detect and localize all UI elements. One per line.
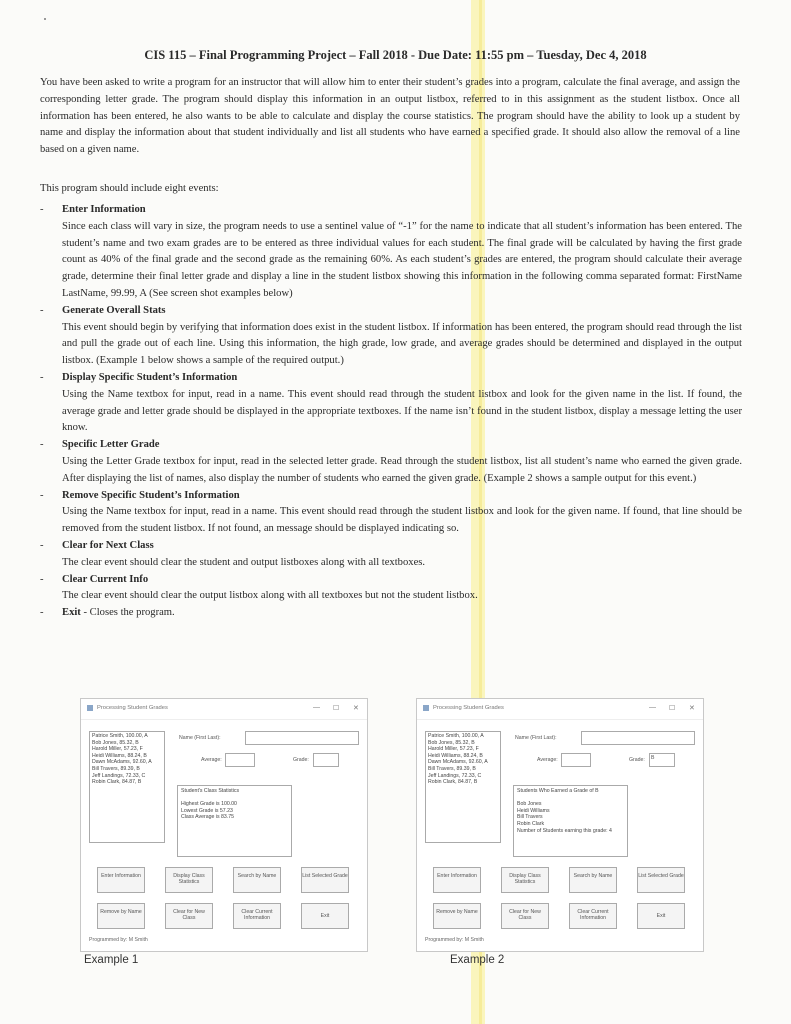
document-title: CIS 115 – Final Programming Project – Fall 2018 - Due Date: 11:55 pm – Tuesday, Dec 4, 2018 bbox=[144, 48, 647, 62]
clear-current-button[interactable]: Clear Current Information bbox=[233, 903, 281, 929]
clear-new-class-button[interactable]: Clear for New Class bbox=[501, 903, 549, 929]
average-label: Average: bbox=[537, 757, 558, 763]
list-item[interactable]: Heidi Williams, 88.24, B bbox=[428, 752, 483, 759]
maximize-icon[interactable]: ☐ bbox=[669, 705, 676, 712]
list-item[interactable]: Patrice Smith, 100.00, A bbox=[428, 733, 484, 739]
list-selected-grade-button[interactable]: List Selected Grade bbox=[637, 867, 685, 893]
student-listbox[interactable] bbox=[425, 731, 501, 843]
events-intro: This program should include eight events: bbox=[40, 183, 219, 194]
output-listbox[interactable] bbox=[513, 785, 628, 857]
list-item[interactable]: Bob Jones, 85.32, B bbox=[428, 739, 475, 746]
event-heading: Clear Current Info bbox=[62, 573, 149, 585]
list-item[interactable]: Bill Travers, 89.39, B bbox=[92, 765, 140, 772]
example1-window bbox=[80, 698, 368, 952]
event-description: Since each class will vary in size, the program needs to use a sentinel value of “-1” for the name to indicate that all student’s information has been entered. The student’s name and two exam grades are to be entered as three individual values for each student. The final grade will be calculated by having the first grade count as 40% of the final grade and the second grade as the remaining 60%. As each student’s grades are entered, the program should calculate their average grade, determine their final letter grade and display a line in the student listbox showing this information in the following comma separated format: FirstName LastName, 99.99, A (See screen shot examples below) bbox=[62, 220, 742, 299]
footer-credit: Programmed by: M Smith bbox=[89, 937, 148, 943]
event-item: - Enter Information Since each class will vary in size, the program needs to use a sentinel value of “-1” for the name to indicate that all student’s information has been entered. The student’s name and two exam grades are to be entered as three individual values for each student. The final grade will be calculated by having the first grade count as 40% of the final grade and the second grade as the remaining 60%. As each student’s grades are entered, the program should calculate their average grade, determine their final letter grade and display a line in the student listbox showing this information in the following comma separated format: FirstName LastName, 99.99, A (See screen shot examples below) bbox=[40, 202, 742, 303]
window-titlebar bbox=[81, 699, 367, 720]
display-statistics-button[interactable]: Display Class Statistics bbox=[501, 867, 549, 893]
event-item-exit: - Exit - Closes the program. bbox=[40, 607, 175, 619]
grade-label: Grade: bbox=[629, 757, 645, 763]
exit-button[interactable]: Exit bbox=[637, 903, 685, 929]
close-icon[interactable]: ✕ bbox=[353, 705, 359, 712]
event-heading: Generate Overall Stats bbox=[62, 304, 166, 316]
output-line: Heidi Williams bbox=[517, 807, 550, 814]
output-line: Highest Grade is 100.00 bbox=[181, 801, 237, 808]
events-list bbox=[40, 202, 742, 622]
average-input[interactable] bbox=[561, 753, 591, 767]
list-item[interactable]: Jeff Landings, 72.33, C bbox=[428, 772, 482, 779]
name-input[interactable] bbox=[581, 731, 695, 745]
list-selected-grade-button[interactable]: List Selected Grade bbox=[301, 867, 349, 893]
output-line: Bill Travers bbox=[517, 814, 543, 821]
enter-information-button[interactable]: Enter Information bbox=[97, 867, 145, 893]
output-line: Robin Clark bbox=[517, 820, 545, 827]
enter-information-button[interactable]: Enter Information bbox=[433, 867, 481, 893]
clear-new-class-button[interactable]: Clear for New Class bbox=[165, 903, 213, 929]
display-statistics-button[interactable]: Display Class Statistics bbox=[165, 867, 213, 893]
student-listbox[interactable] bbox=[89, 731, 165, 843]
event-heading: Specific Letter Grade bbox=[62, 439, 160, 451]
scan-mark bbox=[44, 18, 46, 20]
name-label: Name (First Last): bbox=[515, 735, 557, 741]
output-line bbox=[181, 795, 288, 802]
event-heading: Display Specific Student’s Information bbox=[62, 371, 238, 383]
name-input[interactable] bbox=[245, 731, 359, 745]
event-item: - Specific Letter Grade Using the Letter Grade textbox for input, read in the selected letter grade. Read through the student listbox, list all student’s name who earned the given grade. After displaying the list of names, also display the number of students who earned the given grade. (Example 2 shows a sample output for this event.) bbox=[40, 437, 742, 487]
grade-label: Grade: bbox=[293, 757, 309, 763]
list-item[interactable]: Robin Clark, 84.87, B bbox=[428, 779, 478, 786]
close-icon[interactable]: ✕ bbox=[689, 705, 695, 712]
event-heading: Enter Information bbox=[62, 204, 146, 215]
list-item[interactable]: Patrice Smith, 100.00, A bbox=[92, 733, 148, 739]
window-title: Processing Student Grades bbox=[97, 705, 168, 711]
grade-input[interactable] bbox=[313, 753, 339, 767]
average-label: Average: bbox=[201, 757, 222, 763]
list-item[interactable]: Robin Clark, 84.87, B bbox=[92, 779, 142, 786]
event-description: The clear event should clear the output listbox along with all textboxes but not the student listbox. bbox=[62, 590, 478, 602]
list-item[interactable]: Harold Miller, 57.23, F bbox=[92, 746, 143, 753]
list-item[interactable]: Bill Travers, 89.39, B bbox=[428, 765, 476, 772]
list-item[interactable]: Bob Jones, 85.32, B bbox=[92, 739, 139, 746]
app-icon bbox=[423, 705, 429, 711]
name-label: Name (First Last): bbox=[179, 735, 221, 741]
search-by-name-button[interactable]: Search by Name bbox=[569, 867, 617, 893]
minimize-icon[interactable]: — bbox=[313, 704, 320, 711]
window-title: Processing Student Grades bbox=[433, 705, 504, 711]
footer-credit: Programmed by: M Smith bbox=[425, 937, 484, 943]
minimize-icon[interactable]: — bbox=[649, 704, 656, 711]
event-item: - Clear Current Info The clear event should clear the output listbox along with all textboxes but not the student listbox. bbox=[40, 572, 742, 606]
output-line: Student's Class Statistics bbox=[181, 788, 240, 794]
example2-window bbox=[416, 698, 704, 952]
list-item[interactable]: Jeff Landings, 72.33, C bbox=[92, 772, 146, 779]
clear-current-button[interactable]: Clear Current Information bbox=[569, 903, 617, 929]
event-item: - Display Specific Student’s Information Using the Name textbox for input, read in a name. This event should read through the student listbox and look for the given name in the list. If found, the average grade and letter grade should be displayed in the appropriate textboxes. If the name isn’t found in the student listbox, display a message letting the user know. bbox=[40, 370, 742, 437]
event-heading: Clear for Next Class bbox=[62, 539, 154, 551]
event-item: - Clear for Next Class The clear event should clear the student and output listboxes along with all textboxes. bbox=[40, 538, 742, 572]
grade-input[interactable]: B bbox=[649, 753, 675, 767]
intro-paragraph: You have been asked to write a program for an instructor that will allow him to enter their student’s grades into a program, calculate the final average, and assign the corresponding letter grade. The program should display this information in an output listbox, referred to in this assignment as the student listbox. Once all information has been entered, he also wants to be able to calculate and display the course statistics. The program should have the ability to look up a student by name and display the information about that student individually and list all students who have earned a specified grade. It should also allow the removal of a line based on a given name. bbox=[40, 77, 740, 156]
event-item: - Remove Specific Student’s Information Using the Name textbox for input, read in a name. This event should read through the student listbox and look for the given name. If found, that line should be removed from the student listbox. If not found, an message should be displayed indicating so. bbox=[40, 488, 742, 538]
average-input[interactable] bbox=[225, 753, 255, 767]
example1-caption: Example 1 bbox=[84, 954, 139, 966]
event-description: This event should begin by verifying that information does exist in the student listbox. If information has been entered, the program should read through the list and pull the grade out of each line. Using this information, the high grade, low grade, and average grades should be determined and displayed in the output listbox. (Example 1 below shows a sample of the required output.) bbox=[62, 321, 742, 367]
exit-button[interactable]: Exit bbox=[301, 903, 349, 929]
output-line: Number of Students earning this grade: 4 bbox=[517, 827, 612, 834]
output-line: Bob Jones bbox=[517, 801, 542, 808]
example2-caption: Example 2 bbox=[450, 954, 505, 966]
remove-by-name-button[interactable]: Remove by Name bbox=[97, 903, 145, 929]
list-item[interactable]: Heidi Williams, 88.24, B bbox=[92, 752, 147, 759]
event-description: Using the Name textbox for input, read in a name. This event should read through the student listbox and look for the given name in the list. If found, the average grade and letter grade should be displayed in the appropriate textboxes. If the name isn’t found in the student listbox, display a message letting the user know. bbox=[62, 388, 742, 434]
output-line bbox=[517, 795, 624, 802]
remove-by-name-button[interactable]: Remove by Name bbox=[433, 903, 481, 929]
event-description: The clear event should clear the student and output listboxes along with all textboxes. bbox=[62, 556, 426, 568]
output-line: Students Who Earned a Grade of B bbox=[517, 788, 599, 794]
app-icon bbox=[87, 705, 93, 711]
list-item[interactable]: Dawn McAdams, 92.60, A bbox=[428, 759, 488, 766]
output-listbox[interactable] bbox=[177, 785, 292, 857]
event-description: Using the Name textbox for input, read in a name. This event should read through the student listbox and look for the given name. If found, that line should be removed from the student listbox. If not found, an message should be displayed indicating so. bbox=[62, 506, 742, 535]
search-by-name-button[interactable]: Search by Name bbox=[233, 867, 281, 893]
event-heading: Exit bbox=[62, 607, 81, 619]
event-item: - Generate Overall Stats This event should begin by verifying that information does exist in the student listbox. If information has been entered, the program should read through the list and pull the grade out of each line. Using this information, the high grade, low grade, and average grades should be determined and displayed in the output listbox. (Example 1 below shows a sample of the required output.) bbox=[40, 303, 742, 370]
list-item[interactable]: Dawn McAdams, 92.60, A bbox=[92, 759, 152, 766]
list-item[interactable]: Harold Miller, 57.23, F bbox=[428, 746, 479, 753]
event-description: Using the Letter Grade textbox for input, read in the selected letter grade. Read through the student listbox, list all student’s name who earned the given grade. After displaying the list of names, also display the number of students who earned the given grade. (Example 2 shows a sample output for this event.) bbox=[62, 455, 742, 484]
window-titlebar bbox=[417, 699, 703, 720]
event-description: - Closes the program. bbox=[80, 607, 175, 619]
event-heading: Remove Specific Student’s Information bbox=[62, 489, 240, 501]
output-line: Lowest Grade is 57.23 bbox=[181, 807, 233, 814]
maximize-icon[interactable]: ☐ bbox=[333, 705, 340, 712]
output-line: Class Average is 83.75 bbox=[181, 814, 234, 821]
